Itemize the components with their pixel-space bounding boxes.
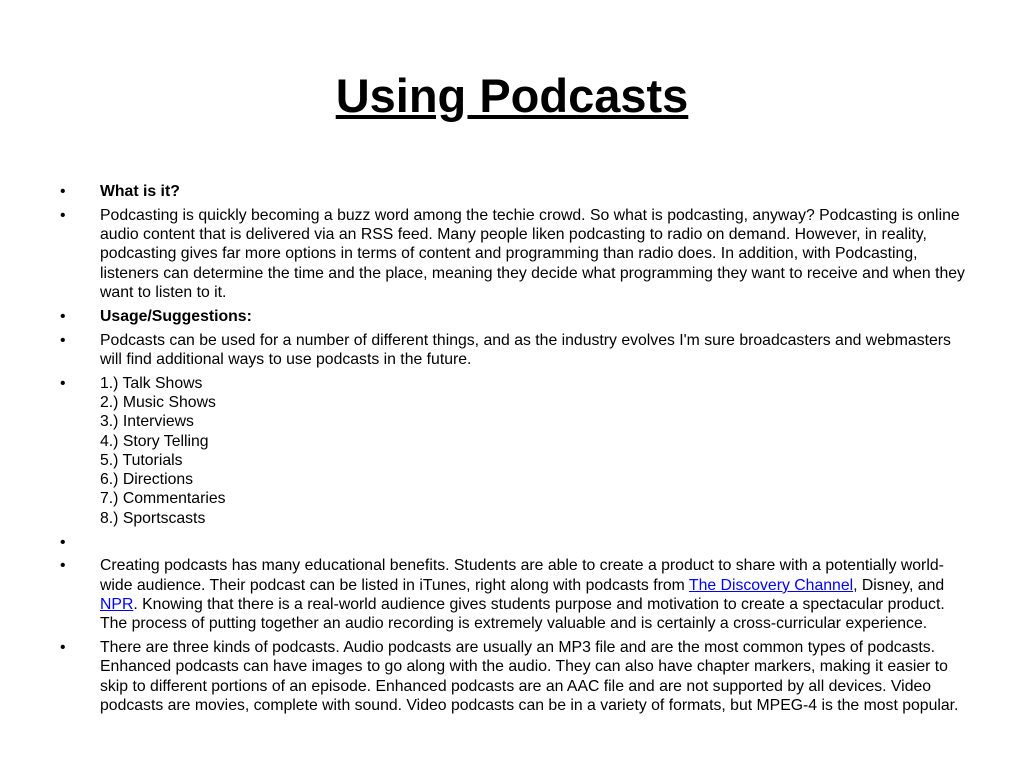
bullet-podcast-kinds bbox=[60, 638, 965, 715]
text-part: , Disney, and bbox=[853, 576, 945, 594]
bullet-text: What is it? bbox=[100, 183, 180, 200]
bullet-empty bbox=[60, 533, 965, 552]
use-list-item: 2.) Music Shows bbox=[100, 393, 216, 411]
bullet-dot: • bbox=[60, 639, 66, 657]
text-part: Creating podcasts has many educational benefits. Students are able to create a product to share with a potentially world-wide audience. Their podcast can be listed in iTunes, right along with podcasts from bbox=[100, 557, 944, 594]
bullet-text bbox=[100, 557, 945, 632]
slide-title: Using Podcasts bbox=[335, 69, 689, 122]
use-list-item: 8.) Sportscasts bbox=[100, 509, 206, 527]
text-part: . Knowing that there is a real-world audience gives students purpose and motivation to create a spectacular product. The process of putting together an audio recording is extremely valuable and is certainly a cross-curricular experience. bbox=[100, 595, 945, 633]
bullet-dot: • bbox=[60, 206, 66, 224]
discovery-channel-link[interactable]: The Discovery Channel bbox=[688, 576, 854, 594]
bullet-text: Podcasting is quickly becoming a buzz word among the techie crowd. So what is podcasting, anyway? Podcasting is online audio content that is delivered via an RSS feed. Many people liken podcasting to radio on demand. However, in reality, podcasting gives far more options in terms of content and programming than radio does. In addition, with Podcasting, listeners can determine the time and the place, meaning they decide what programming they want to receive and when they want to listen to it. bbox=[100, 206, 965, 301]
bullet-dot: • bbox=[60, 183, 66, 200]
use-list-item: 1.) Talk Shows bbox=[100, 374, 203, 392]
bullet-definition bbox=[60, 206, 965, 302]
bullet-list bbox=[60, 182, 965, 720]
bullet-dot: • bbox=[60, 374, 66, 392]
use-list-item: 6.) Directions bbox=[100, 471, 194, 489]
bullet-what-is-it bbox=[60, 182, 965, 201]
npr-link[interactable]: NPR bbox=[100, 595, 134, 613]
bullet-educational-benefits bbox=[60, 556, 965, 633]
bullet-dot: • bbox=[60, 307, 66, 325]
use-list bbox=[100, 374, 965, 528]
bullet-usage-text bbox=[60, 331, 965, 370]
bullet-use-list bbox=[60, 374, 965, 528]
bullet-text: There are three kinds of podcasts. Audio podcasts are usually an MP3 file and are the most common types of podcasts. Enhanced podcasts can have images to go along with the audio. They can also have chapter markers, making it easier to skip to different portions of an episode. Enhanced podcasts are an AAC file and are not supported by all devices. Video podcasts are movies, complete with sound. Video podcasts can be in a variety of formats, but MPEG-4 is the most popular. bbox=[100, 639, 959, 714]
bullet-text: Usage/Suggestions: bbox=[100, 307, 252, 325]
use-list-item: 4.) Story Telling bbox=[100, 432, 209, 450]
use-list-item: 5.) Tutorials bbox=[100, 451, 183, 469]
bullet-dot: • bbox=[60, 557, 66, 575]
bullet-usage-heading bbox=[60, 307, 965, 326]
bullet-text-empty bbox=[100, 534, 104, 551]
bullet-text: Podcasts can be used for a number of different things, and as the industry evolves I'm sure broadcasters and webmasters will find additional ways to use podcasts in the future. bbox=[100, 331, 951, 368]
bullet-dot: • bbox=[60, 533, 66, 551]
use-list-item: 7.) Commentaries bbox=[100, 490, 226, 508]
bullet-dot: • bbox=[60, 331, 66, 349]
use-list-item: 3.) Interviews bbox=[100, 413, 194, 431]
